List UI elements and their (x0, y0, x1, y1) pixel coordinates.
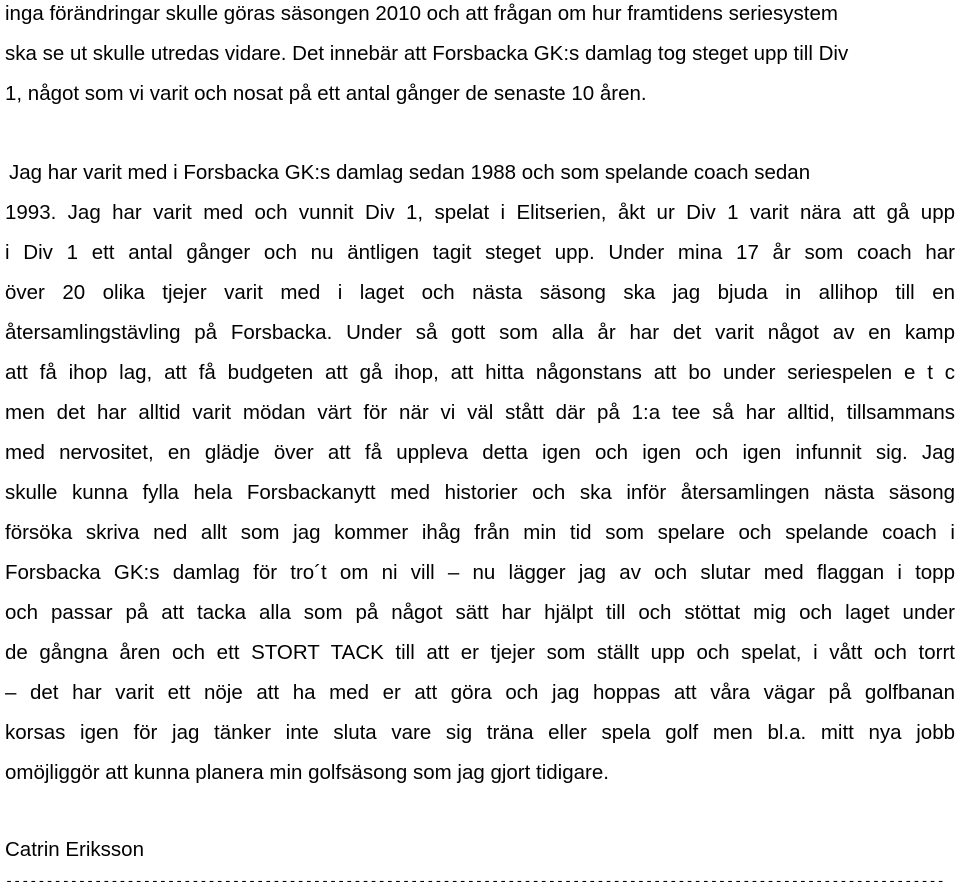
text-line: med nervositet, en glädje över att få uppleva detta igen och igen och igen infunnit sig. Jag (5, 441, 955, 464)
text-line: i Div 1 ett antal gånger och nu äntligen tagit steget upp. Under mina 17 år som coach har (5, 241, 955, 264)
text-line: över 20 olika tjejer varit med i laget och nästa säsong ska jag bjuda in allihop till en (5, 281, 955, 304)
text-line: ska se ut skulle utredas vidare. Det innebär att Forsbacka GK:s damlag tog steget upp till Div (5, 42, 849, 65)
text-line: inga förändringar skulle göras säsongen 2010 och att frågan om hur framtidens seriesystem (5, 2, 838, 25)
text-line: att få ihop lag, att få budgeten att gå ihop, att hitta någonstans att bo under seriespelen e t c (5, 361, 955, 384)
text-line: Forsbacka GK:s damlag för tro´t om ni vill – nu lägger jag av och slutar med flaggan i topp (5, 561, 955, 584)
dashed-divider: -------------------------------------------------------------------------------------------------------------------- (5, 875, 945, 890)
text-line: och passar på att tacka alla som på något sätt har hjälpt till och stöttat mig och laget under (5, 601, 955, 624)
text-line: återsamlingstävling på Forsbacka. Under så gott som alla år har det varit något av en kamp (5, 321, 955, 344)
text-line: försöka skriva ned allt som jag kommer ihåg från min tid som spelare och spelande coach i (5, 521, 955, 544)
text-line: men det har alltid varit mödan värt för när vi väl stått där på 1:a tee så har alltid, tillsammans (5, 401, 955, 424)
text-line: Jag har varit med i Forsbacka GK:s damlag sedan 1988 och som spelande coach sedan (9, 161, 811, 184)
text-line: 1, något som vi varit och nosat på ett antal gånger de senaste 10 åren. (5, 82, 647, 105)
text-line: korsas igen för jag tänker inte sluta vare sig träna eller spela golf men bl.a. mitt nya jobb (5, 721, 955, 744)
text-line: omöjliggör att kunna planera min golfsäsong som jag gjort tidigare. (5, 761, 609, 784)
text-line: de gångna åren och ett STORT TACK till att er tjejer som ställt upp och spelat, i vått och torrt (5, 641, 955, 664)
text-line: skulle kunna fylla hela Forsbackanytt med historier och ska inför återsamlingen nästa säsong (5, 481, 955, 504)
signature: Catrin Eriksson (5, 838, 144, 861)
text-line: 1993. Jag har varit med och vunnit Div 1, spelat i Elitserien, åkt ur Div 1 varit nära att gå upp (5, 201, 955, 224)
text-line: – det har varit ett nöje att ha med er att göra och jag hoppas att våra vägar på golfbanan (5, 681, 955, 704)
